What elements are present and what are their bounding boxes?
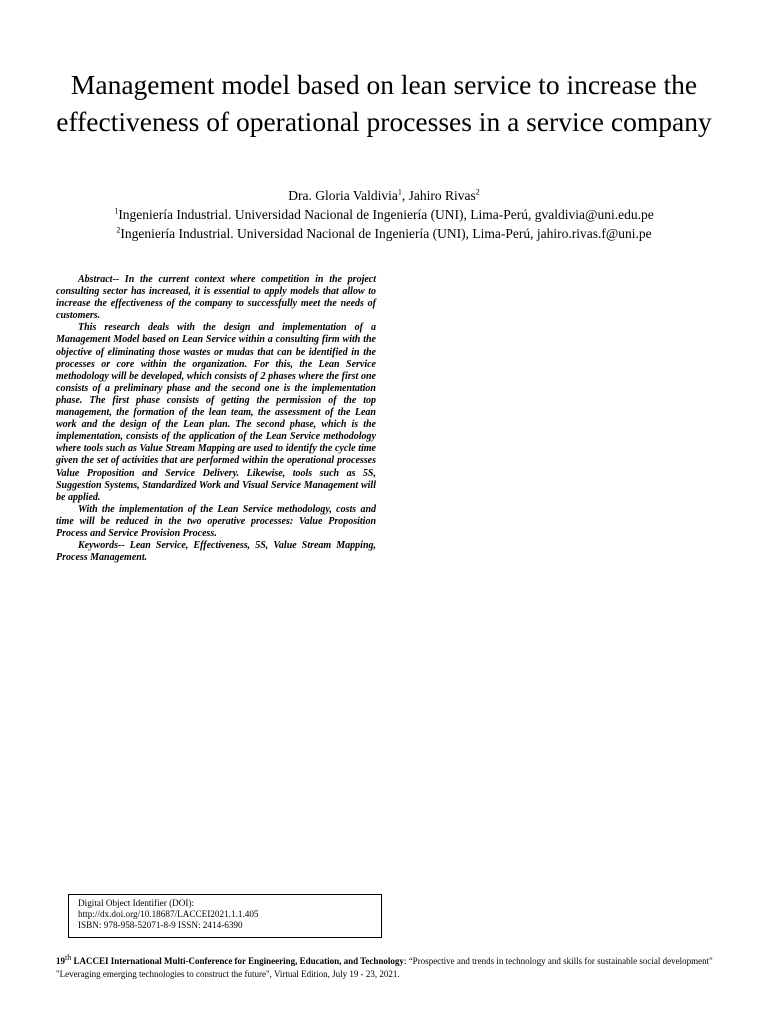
abstract-paragraph: With the implementation of the Lean Service methodology, costs and time will be reduced in the two operative processes: Value Proposition Process and Service Provision Process. — [56, 503, 376, 539]
keywords-paragraph: Keywords-- Lean Service, Effectiveness, 5S, Value Stream Mapping, Process Management. — [56, 540, 376, 564]
footer-conference-name: LACCEI International Multi-Conference for Engineering, Education, and Technology — [71, 956, 404, 966]
author-name: Dra. Gloria Valdivia — [288, 188, 398, 203]
abstract-paragraph: Abstract-- In the current context where competition in the project consulting sector has increased, it is essential to apply models that allow to increase the effectiveness of the company to successfully meet the needs of customers. — [56, 274, 376, 322]
affiliation-text: Ingeniería Industrial. Universidad Nacional de Ingeniería (UNI), Lima-Perú, jahiro.rivas.f@uni.pe — [120, 226, 652, 241]
affiliation-mark: 2 — [116, 225, 121, 235]
footer-details: : “Prospective and trends in technology and skills for sustainable social development" "Leveraging emerging technologies to construct the future", Virtual Edition, July 19 - 23, 2021. — [56, 956, 713, 979]
affiliation-1 — [0, 207, 768, 223]
conference-footer — [56, 955, 720, 981]
paper-title: Management model based on lean service to increase the effectiveness of operational processes in a service company — [56, 69, 712, 137]
author-affiliation-mark: 1 — [397, 187, 402, 197]
footer-number: 19 — [56, 956, 65, 966]
author-line — [0, 188, 768, 204]
doi-link[interactable]: http://dx.doi.org/10.18687/LACCEI2021.1.1.405 — [78, 909, 259, 920]
doi-label: Digital Object Identifier (DOI): — [78, 898, 195, 908]
author-affiliation-mark: 2 — [475, 187, 480, 197]
abstract-section — [56, 274, 376, 564]
footer-ordinal: th — [65, 953, 72, 962]
isbn-issn: ISBN: 978-958-52071-8-9 ISSN: 2414-6390 — [78, 920, 243, 931]
author-separator: , — [401, 188, 409, 203]
affiliation-mark: 1 — [114, 206, 119, 216]
affiliation-2 — [0, 226, 768, 242]
affiliation-text: Ingeniería Industrial. Universidad Nacional de Ingeniería (UNI), Lima-Perú, gvaldivia@uni.edu.pe — [118, 207, 654, 222]
abstract-paragraph: This research deals with the design and implementation of a Management Model based on Lean Service within a consulting firm with the objective of eliminating those wastes or mudas that can be identified in the processes or core within the organization. For this, the Lean Service methodology will be developed, which consists of 2 phases where the first one consists of a preliminary phase and the second one is the implementation phase. The first phase consists of getting the permission of the top management, the formation of the lean team, the assessment of the Lean work and the design of the Lean plan. The second phase, which is the implementation, consists of the application of the Lean Service methodology where tools such as Value Stream Mapping are used to identify the cycle time given the set of activities that are performed within the operational processes Value Proposition and Service Delivery. Likewise, tools such as 5S, Suggestion Systems, Standardized Work and Visual Service Management will be applied. — [56, 322, 376, 503]
doi-box — [68, 894, 382, 938]
author-name: Jahiro Rivas — [408, 188, 476, 203]
